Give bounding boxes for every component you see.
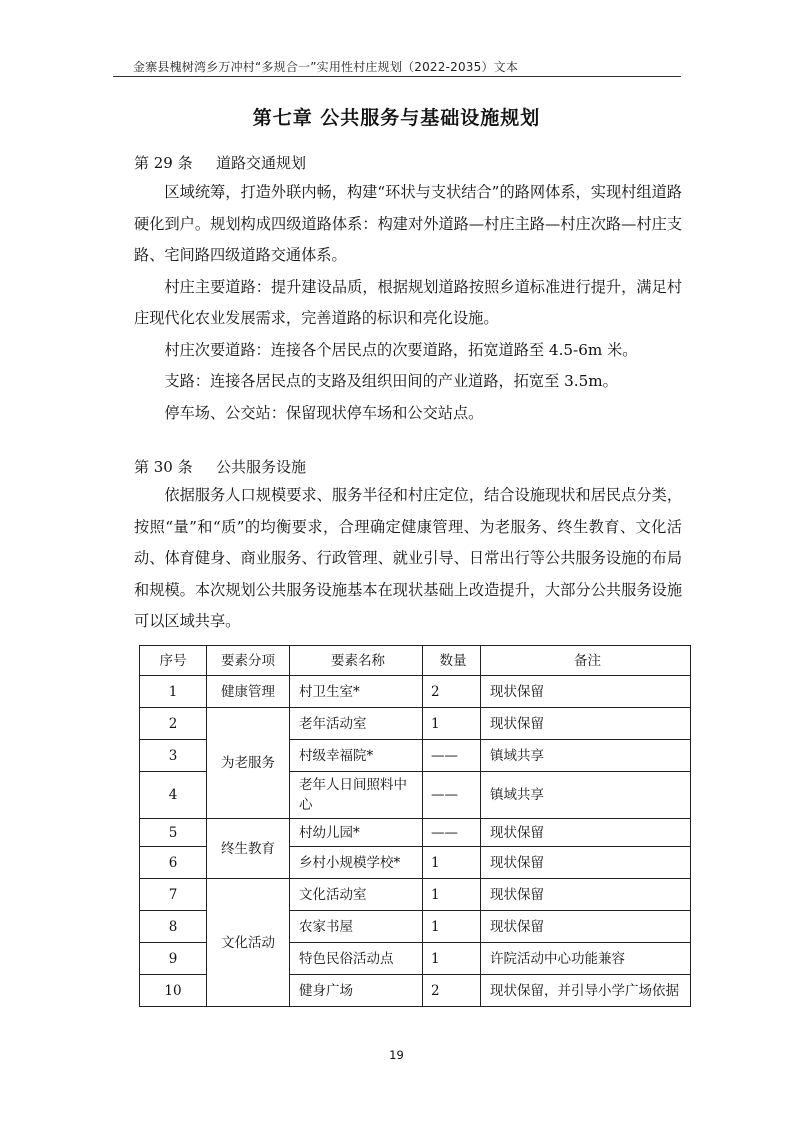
table-row (140, 819, 691, 847)
cell-remarks: 现状保留 (481, 847, 691, 879)
cell-name: 老年人日间照料中心 (290, 772, 423, 819)
cell-remarks: 许院活动中心功能兼容 (481, 943, 691, 975)
cell-remarks: 现状保留 (481, 708, 691, 740)
table-row (140, 879, 691, 911)
cell-serial: 1 (140, 676, 207, 708)
table-header-row (140, 646, 691, 676)
cell-category: 文化活动 (207, 879, 290, 1007)
cell-serial: 2 (140, 708, 207, 740)
article-30-heading (134, 456, 306, 477)
cell-name: 老年活动室 (290, 708, 423, 740)
cell-name: 村卫生室* (290, 676, 423, 708)
table-row (140, 708, 691, 740)
cell-category: 健康管理 (207, 676, 290, 708)
table-row (140, 676, 691, 708)
public-facilities-table (139, 645, 691, 1007)
cell-quantity: 1 (423, 708, 481, 740)
cell-serial: 8 (140, 911, 207, 943)
cell-quantity: —— (423, 819, 481, 847)
cell-name: 特色民俗活动点 (290, 943, 423, 975)
running-header: 金寨县槐树湾乡万冲村“多规合一”实用性村庄规划（2022-2035）文本 (133, 60, 519, 74)
article-29-paragraph: 支路：连接各居民点的支路及组织田间的产业道路，拓宽至 3.5m。 (164, 372, 618, 390)
cell-serial: 6 (140, 847, 207, 879)
cell-serial: 3 (140, 740, 207, 772)
article-29-paragraph: 区域统筹，打造外联内畅，构建“环状与支状结合”的路网体系，实现村组道路硬化到户。规划构成四级道路体系：构建对外道路—村庄主路—村庄次路—村庄支路、宅间路四级道路交通体系。 (134, 183, 682, 264)
cell-category: 为老服务 (207, 708, 290, 819)
article-29-number: 第 29 条 (134, 154, 193, 172)
chapter-title: 第七章 公共服务与基础设施规划 (252, 107, 541, 129)
header-remarks: 备注 (481, 646, 691, 676)
header-serial: 序号 (140, 646, 207, 676)
cell-serial: 7 (140, 879, 207, 911)
article-29-paragraph: 村庄主要道路：提升建设品质，根据规划道路按照乡道标准进行提升，满足村庄现代化农业发展需求，完善道路的标识和亮化设施。 (134, 277, 682, 327)
article-30-body (134, 480, 682, 638)
cell-name: 乡村小规模学校* (290, 847, 423, 879)
cell-quantity: 1 (423, 943, 481, 975)
cell-remarks: 现状保留 (481, 879, 691, 911)
cell-remarks: 镇域共享 (481, 772, 691, 819)
cell-remarks: 现状保留，并引导小学广场依据 (481, 975, 691, 1007)
cell-quantity: 2 (423, 676, 481, 708)
article-29-paragraph: 停车场、公交站：保留现状停车场和公交站点。 (164, 403, 484, 422)
cell-name: 村幼儿园* (290, 819, 423, 847)
cell-quantity: 1 (423, 847, 481, 879)
article-29-heading (134, 152, 306, 173)
cell-serial: 9 (140, 943, 207, 975)
header-quantity: 数量 (423, 646, 481, 676)
cell-serial: 10 (140, 975, 207, 1007)
article-30-number: 第 30 条 (134, 458, 193, 476)
cell-quantity: —— (423, 772, 481, 819)
cell-quantity: 1 (423, 879, 481, 911)
page-number: 19 (389, 1048, 404, 1062)
cell-remarks: 现状保留 (481, 676, 691, 708)
header-divider (113, 76, 681, 77)
cell-name: 健身广场 (290, 975, 423, 1007)
cell-serial: 5 (140, 819, 207, 847)
cell-remarks: 现状保留 (481, 819, 691, 847)
cell-quantity: 2 (423, 975, 481, 1007)
cell-category: 终生教育 (207, 819, 290, 879)
article-29-paragraph: 村庄次要道路：连接各个居民点的次要道路，拓宽道路至 4.5-6m 米。 (164, 340, 638, 359)
article-29-body (134, 177, 682, 429)
cell-quantity: 1 (423, 911, 481, 943)
article-30-paragraph: 依据服务人口规模要求、服务半径和村庄定位，结合设施现状和居民点分类，按照“量”和“质”的均衡要求，合理确定健康管理、为老服务、终生教育、文化活动、体育健身、商业服务、行政管理、就业引导、日常出行等公共服务设施的布局和规模。本次规划公共服务设施基本在现状基础上改造提升，大部分公共服务设施可以区域共享。 (134, 486, 682, 630)
cell-name: 村级幸福院* (290, 740, 423, 772)
header-name: 要素名称 (290, 646, 423, 676)
article-29-title: 道路交通规划 (216, 154, 307, 172)
cell-remarks: 镇域共享 (481, 740, 691, 772)
cell-serial: 4 (140, 772, 207, 819)
article-30-title: 公共服务设施 (216, 458, 307, 476)
cell-name: 农家书屋 (290, 911, 423, 943)
cell-name: 文化活动室 (290, 879, 423, 911)
cell-quantity: —— (423, 740, 481, 772)
cell-remarks: 现状保留 (481, 911, 691, 943)
header-category: 要素分项 (207, 646, 290, 676)
